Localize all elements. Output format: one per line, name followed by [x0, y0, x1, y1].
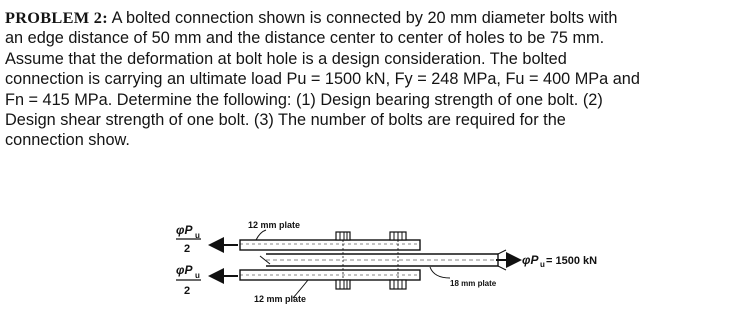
problem-line-4: connection is carrying an ultimate load Pu = 1500 kN, Fy = 248 MPa, Fu = 400 MPa and [5, 70, 640, 89]
problem-line-6: Design shear strength of one bolt. (3) The number of bolts are required for the [5, 111, 566, 130]
top-plate [240, 240, 420, 250]
problem-line-7: connection show. [5, 131, 130, 150]
problem-line-5: Fn = 415 MPa. Determine the following: (1) Design bearing strength of one bolt. (2) [5, 90, 603, 109]
middle-plate-label: 18 mm plate [450, 279, 497, 288]
load-right-value: = 1500 kN [546, 255, 598, 267]
load-right-prefix: φP [522, 253, 539, 267]
problem-statement [5, 8, 745, 151]
load-bottom-sub: u [195, 271, 200, 280]
load-label-right [522, 253, 597, 269]
load-bottom-num: φP [176, 263, 193, 277]
problem-line-3: Assume that the deformation at bolt hole is a design consideration. The bolted [5, 49, 567, 68]
load-top-num: φP [176, 223, 193, 237]
load-top-sub: u [195, 231, 200, 240]
bolted-connection-figure [168, 218, 628, 318]
top-plate-label: 12 mm plate [248, 220, 301, 230]
problem-line-1 [5, 8, 745, 28]
load-right-sub: u [540, 260, 545, 269]
problem-line-2: an edge distance of 50 mm and the distance center to center of holes to be 75 mm. [5, 29, 605, 48]
load-top-den: 2 [184, 243, 191, 255]
bottom-plate-label: 12 mm plate [254, 294, 307, 304]
load-bottom-den: 2 [184, 285, 191, 297]
load-label-top [176, 223, 201, 255]
load-label-bottom [176, 263, 201, 297]
problem-heading: PROBLEM 2: [5, 8, 108, 27]
problem-line-1-text: A bolted connection shown is connected by 20 mm diameter bolts with [107, 9, 618, 27]
